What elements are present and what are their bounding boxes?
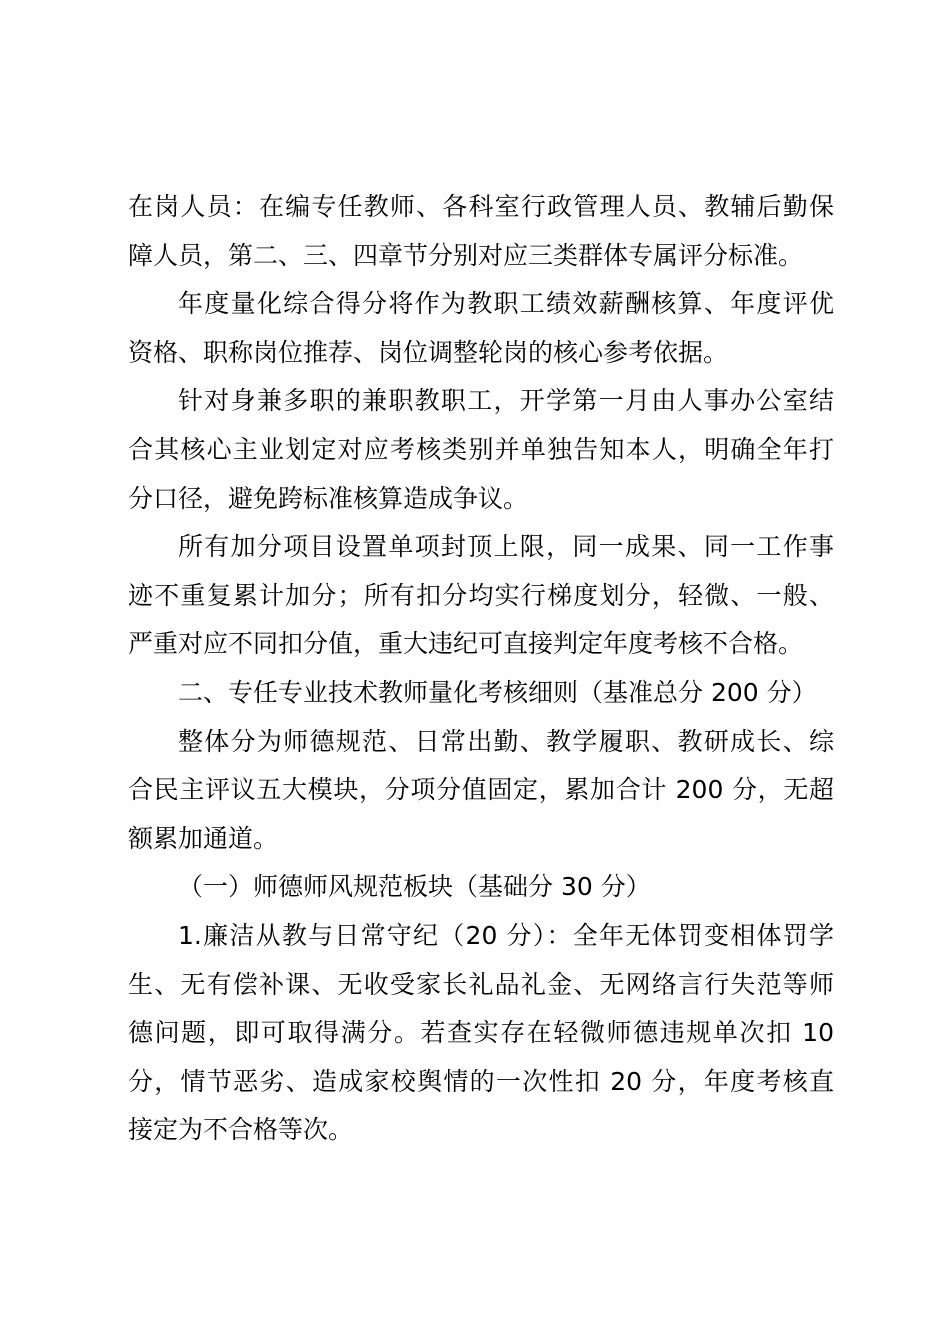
section-heading: 二、专任专业技术教师量化考核细则（基准总分 200 分） [178, 677, 817, 707]
text-line: 年度量化综合得分将作为教职工绩效薪酬核算、年度评优 [178, 289, 834, 319]
text-line: 严重对应不同扣分值，重大违纪可直接判定年度考核不合格。 [128, 629, 804, 659]
section-heading-teacher-assessment [128, 669, 834, 718]
subsection-heading: （一）师德师风规范板块（基础分 30 分） [178, 872, 651, 902]
text-line: 额累加通道。 [128, 823, 279, 853]
paragraph-integrity-discipline [128, 912, 834, 1155]
text-line: 分口径，避免跨标准核算造成争议。 [128, 483, 529, 513]
text-line: 在岗人员：在编专任教师、各科室行政管理人员、教辅后勤保 [128, 192, 834, 221]
text-line: 资格、职称岗位推荐、岗位调整轮岗的核心参考依据。 [128, 337, 729, 367]
text-line: 接定为不合格等次。 [128, 1115, 354, 1145]
subsection-heading-ethics [128, 863, 834, 912]
text-line: 1.廉洁从教与日常守纪（20 分）：全年无体罚变相体罚学 [178, 920, 834, 950]
paragraph-staff-scope [128, 183, 834, 280]
text-line: 生、无有偿补课、无收受家长礼品礼金、无网络言行失范等师 [128, 969, 834, 999]
text-line: 合民主评议五大模块，分项分值固定，累加合计 200 分，无超 [128, 775, 834, 805]
text-line: 合其核心主业划定对应考核类别并单独告知本人，明确全年打 [128, 434, 834, 464]
document-body [128, 183, 834, 1155]
text-line: 分，情节恶劣、造成家校舆情的一次性扣 20 分，年度考核直 [128, 1066, 834, 1096]
paragraph-score-usage [128, 280, 834, 377]
paragraph-part-time-staff [128, 377, 834, 523]
paragraph-bonus-deduction-rules [128, 523, 834, 669]
paragraph-module-overview [128, 718, 834, 864]
text-line: 所有加分项目设置单项封顶上限，同一成果、同一工作事 [178, 532, 834, 562]
text-line: 整体分为师德规范、日常出勤、教学履职、教研成长、综 [178, 726, 834, 756]
text-line: 德问题，即可取得满分。若查实存在轻微师德违规单次扣 10 [128, 1018, 834, 1048]
text-line: 针对身兼多职的兼职教职工，开学第一月由人事办公室结 [178, 386, 834, 416]
text-line: 障人员，第二、三、四章节分别对应三类群体专属评分标准。 [128, 240, 804, 270]
text-line: 迹不重复累计加分；所有扣分均实行梯度划分，轻微、一般、 [128, 580, 834, 610]
